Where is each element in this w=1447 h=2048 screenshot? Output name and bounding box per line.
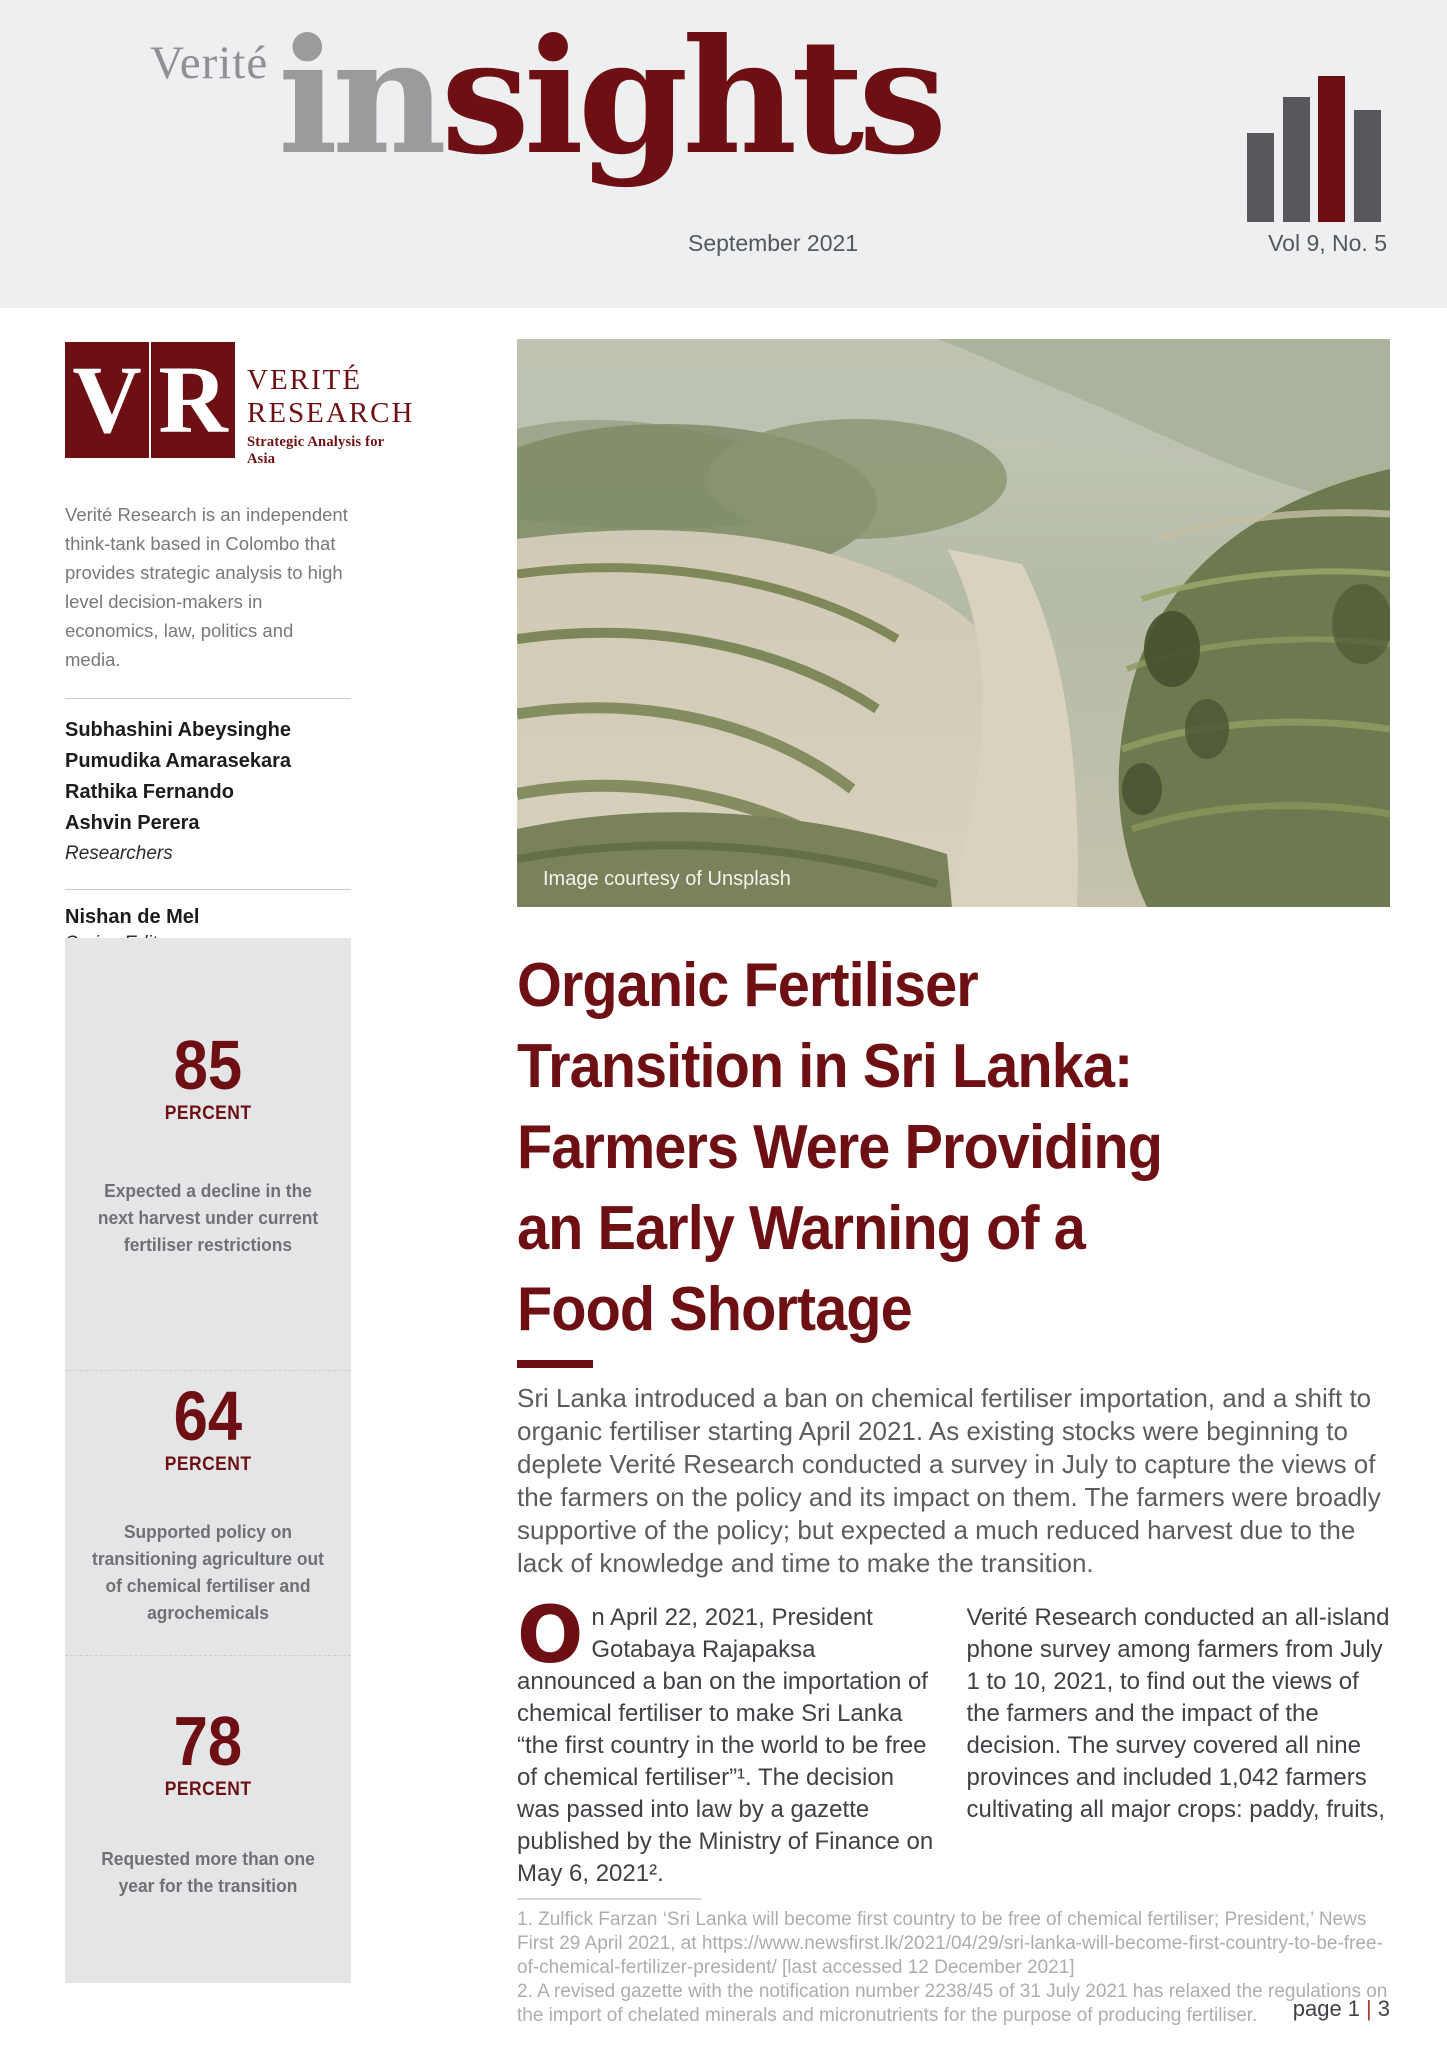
article-title-line: an Early Warning of a <box>517 1194 1085 1263</box>
divider <box>65 698 351 699</box>
researcher-list <box>65 715 351 839</box>
footnote: 1. Zulfick Farzan ‘Sri Lanka will become first country to be free of chemical fertiliser; President,’ News First 29 April 2021, at https://www.newsfirst.lk/2021/04/29/sri-lanka-will-become-first-country-to-be-free-of-chemical-fertilizer-president/ [last accessed 12 December 2021] <box>517 1909 1383 1978</box>
stat-item <box>65 1370 351 1655</box>
rice-terraces-art <box>517 339 1390 907</box>
body-column-right: Verité Research conducted an all-island phone survey among farmers from July 1 to 10, 2021, to find out the views of the farmers and the impact of the decision. The survey covered all nine provinces and included 1,042 farmers cultivating all major crops: paddy, fruits, <box>966 1604 1390 1823</box>
researcher-name: Subhashini Abeysinghe <box>65 719 291 741</box>
vr-logo-letter-v: V <box>65 342 149 458</box>
page-number <box>1293 1996 1390 2022</box>
vr-logo <box>65 342 415 467</box>
body-columns <box>517 1591 1390 1890</box>
masthead <box>0 0 1447 308</box>
body-column-left-text: n April 22, 2021, President Gotabaya Rajapaksa announced a ban on the importation of chemical fertiliser to make Sri Lanka “the first country in the world to be free of chemical fertiliser”¹. The decision was passed into law by a gazette published by the Ministry of Finance on May 6, 2021². <box>517 1604 934 1887</box>
article-title <box>517 945 1391 1350</box>
main-column <box>517 339 1390 2028</box>
article-title-line: Food Shortage <box>517 1275 912 1344</box>
footnote-divider <box>517 1898 701 1900</box>
stat-value: 78 <box>173 1702 243 1780</box>
brand-verite: Verité <box>150 37 269 89</box>
page-number-separator: | <box>1366 1996 1372 2021</box>
rice-terraces-photo <box>517 339 1390 907</box>
stat-description: Supported policy on transitioning agriculture out of chemical fertiliser and agrochemicals <box>92 1521 324 1623</box>
drop-cap: O <box>517 1591 584 1681</box>
footnote: 2. A revised gazette with the notification number 2238/45 of 31 July 2021 has relaxed the regulations on the import of chelated minerals and micronutrients for the purpose of producing fertiliser. <box>517 1981 1388 2026</box>
vr-logo-blocks <box>65 342 237 458</box>
article-intro: Sri Lanka introduced a ban on chemical fertiliser importation, and a shift to organic fertiliser starting April 2021. As existing stocks were beginning to deplete Verité Research conducted a survey in July to capture the views of the farmers on the policy and its impact on them. The farmers were broadly supportive of the policy; but expected a much reduced harvest due to the lack of knowledge and time to make the transition. <box>517 1383 1381 1578</box>
page-total: 3 <box>1377 1996 1390 2021</box>
brand-sights: sights <box>440 5 942 190</box>
title-underline <box>517 1360 593 1368</box>
stat-value: 64 <box>173 1377 243 1455</box>
editor-name: Nishan de Mel <box>65 906 200 928</box>
vr-logo-name2: RESEARCH <box>247 397 415 429</box>
stat-value: 85 <box>173 1026 243 1104</box>
researcher-name: Pumudika Amarasekara <box>65 750 292 772</box>
body-column-left <box>517 1591 941 1890</box>
stats-column <box>65 938 351 1983</box>
stat-unit: PERCENT <box>164 1454 252 1475</box>
article-title-line: Transition in Sri Lanka: <box>517 1032 1133 1101</box>
stat-description: Expected a decline in the next harvest under current fertiliser restrictions <box>97 1180 319 1255</box>
vr-logo-text <box>247 342 414 468</box>
stat-item <box>65 1655 351 1983</box>
stat-description: Requested more than one year for the transition <box>101 1848 315 1896</box>
footnotes <box>517 1908 1401 2028</box>
researcher-name: Ashvin Perera <box>65 812 200 834</box>
article-title-line: Farmers Were Providing <box>517 1113 1162 1182</box>
stat-unit: PERCENT <box>164 1103 252 1124</box>
researchers-role: Researchers <box>65 843 173 864</box>
vr-logo-tagline: Strategic Analysis for Asia <box>247 434 385 467</box>
issue-volume: Vol 9, No. 5 <box>1268 230 1387 256</box>
brand-insights <box>278 0 941 225</box>
stat-unit: PERCENT <box>164 1779 252 1800</box>
sidebar <box>65 342 415 980</box>
bar-chart-icon <box>1247 76 1387 222</box>
article-title-line: Organic Fertiliser <box>517 951 978 1020</box>
issue-date: September 2021 <box>688 230 859 256</box>
about-text: Verité Research is an independent think-tank based in Colombo that provides strategic analysis to high level decision-makers in economics, law, politics and media. <box>65 504 348 670</box>
vr-logo-letter-r: R <box>151 342 235 458</box>
stat-item <box>65 938 351 1370</box>
page-label: page 1 <box>1292 1996 1361 2021</box>
divider <box>65 889 351 890</box>
researcher-name: Rathika Fernando <box>65 781 234 803</box>
vr-logo-name1: VERITÉ <box>247 364 363 396</box>
brand-in: in <box>278 5 441 190</box>
photo-caption: Image courtesy of Unsplash <box>543 868 791 890</box>
